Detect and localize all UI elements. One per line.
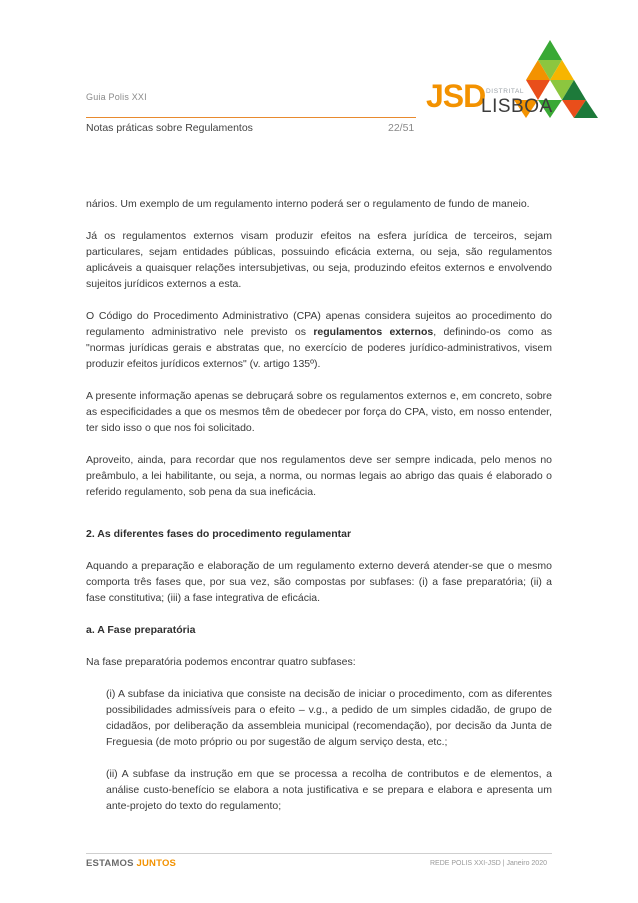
subsection-heading: a. A Fase preparatória [86, 624, 196, 636]
footer-slogan-b: JUNTOS [136, 858, 177, 869]
section-heading: 2. As diferentes fases do procedimento regulamentar [86, 528, 352, 540]
paragraph-3-bold: regulamentos externos [313, 326, 434, 338]
list-item-2: (ii) A subfase da instrução em que se processa a recolha de contributos e de elementos, a análise custo-benefício se elabora a nota justificativa e se prepara e elabora e apresenta um ante-projeto do texto do regulamento; [106, 768, 552, 812]
footer-slogan-a: ESTAMOS [86, 858, 134, 869]
paragraph-3-end: , definindo-os como as "normas jurídicas gerais e abstratas que, no exercício de poderes jurídico-administrativos, visem produzir efeitos jurídicos externos" (v. artigo 135º). [86, 326, 552, 370]
paragraph-1: nários. Um exemplo de um regulamento interno poderá ser o regulamento de fundo de maneio. [86, 198, 530, 210]
paragraph-6: Aquando a preparação e elaboração de um regulamento externo deverá atender-se que o mesmo comporta três fases que, por sua vez, são compostas por subfases: (i) a fase preparatória; (ii) a fase constitutiva; (iii) a fase integrativa de eficácia. [86, 560, 552, 604]
footer-slogan [86, 858, 176, 869]
logo-distrital-text: DISTRITAL [486, 88, 525, 95]
paragraph-4: A presente informação apenas se debruçará sobre os regulamentos externos e, em concreto, sobre as especificidades a que os mesmos têm de obedecer por força do CPA, visto, em nosso entender, ter sido isso o que nos foi solicitado. [86, 390, 552, 434]
footer-info: REDE POLIS XXI-JSD | Janeiro 2020 [430, 860, 547, 867]
paragraph-3 [86, 308, 552, 372]
list-item-1: (i) A subfase da iniciativa que consiste na decisão de iniciar o procedimento, com as diferentes possibilidades admissíveis para o efeito – v.g., a pedido de um simples cidadão, de grupo de cidadãos, por deliberação da assembleia municipal (recomendação), por decisão da Junta de Freguesia (de moto próprio ou por sugestão de algum serviço desta, etc.; [106, 688, 552, 748]
paragraph-5: Aproveito, ainda, para recordar que nos regulamentos deve ser sempre indicada, pelo menos no preâmbulo, a lei habilitante, ou seja, a norma, ou normas legais ao abrigo das quais é elaborado o referido regulamento, sob pena da sua ineficácia. [86, 454, 552, 498]
paragraph-2: Já os regulamentos externos visam produzir efeitos na esfera jurídica de terceiros, sejam particulares, sejam entidades públicas, possuindo eficácia externa, ou seja, são regulamentos aplicáveis a quaisquer relações intersubjetivas, ou seja, produzindo efeitos externos e envolvendo sujeitos jurídicos externos a esta. [86, 230, 552, 290]
series-title: Guia Polis XXI [86, 92, 147, 102]
document-title: Notas práticas sobre Regulamentos [86, 122, 253, 134]
paragraph-3-start: O Código do Procedimento Administrativo (CPA) apenas considera sujeitos ao procedimento do regulamento administrativo nele previsto os [86, 310, 552, 338]
paragraph-7: Na fase preparatória podemos encontrar quatro subfases: [86, 656, 356, 668]
logo-lisboa-text: LISBOA [481, 96, 553, 117]
footer-divider [86, 853, 552, 854]
page-number: 22/51 [388, 122, 415, 134]
logo-jsd-text: JSD [426, 78, 486, 114]
page-body [86, 196, 552, 830]
header-divider [86, 117, 416, 118]
